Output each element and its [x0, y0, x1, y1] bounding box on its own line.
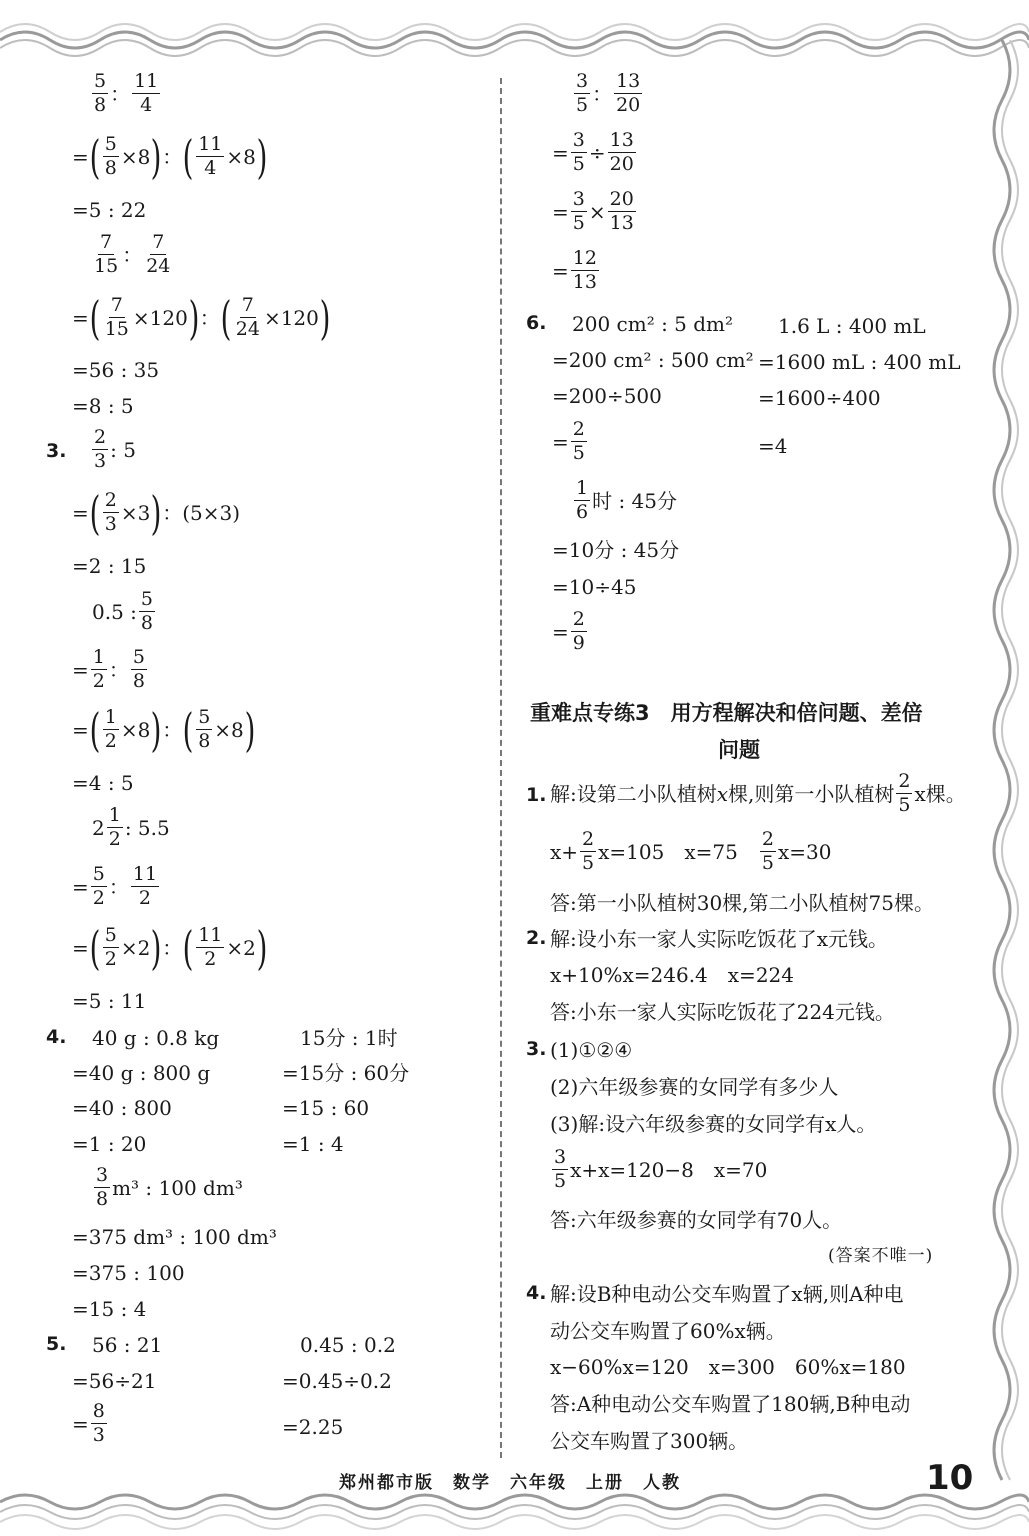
answer-line: 答:A种电动公交车购置了180辆,B种电动 — [550, 1392, 911, 1416]
answer-note: (答案不唯一) — [828, 1246, 934, 1266]
top-wavy-border — [0, 18, 1029, 58]
answer-line: (2)六年级参赛的女同学有多少人 — [550, 1075, 839, 1099]
eq-line: =2 : 15 — [72, 554, 147, 578]
bottom-wavy-border — [0, 1488, 1029, 1536]
question-number: 2. — [526, 927, 547, 949]
answer-line: 答:六年级参赛的女同学有70人。 — [550, 1208, 843, 1232]
eq-line: =4 — [758, 434, 788, 458]
eq-line: = ( $\frac{1}{2}$ ×8 ) ： ( $\frac{5}{8}$ ×8 ) — [72, 703, 256, 757]
eq-line: =10÷45 — [552, 575, 637, 599]
eq-line: =8 : 5 — [72, 394, 134, 418]
eq-line: =40 g : 800 g — [72, 1061, 211, 1085]
eq-line: =4 : 5 — [72, 771, 134, 795]
section-heading-cont: 问题 — [718, 738, 760, 762]
question-number: 3. — [46, 440, 67, 462]
answer-line: 动公交车购置了60%x辆。 — [550, 1319, 786, 1343]
eq-line: = $\frac{12}{13}$ — [552, 247, 597, 293]
eq-line: =1 : 4 — [282, 1132, 344, 1156]
eq-line: =56 : 35 — [72, 358, 160, 382]
eq-line: =56÷21 — [72, 1369, 157, 1393]
eq-line: =200÷500 — [552, 384, 662, 408]
answer-line: 答:小东一家人实际吃饭花了224元钱。 — [550, 1000, 895, 1024]
eq-line: $\frac{3}{8}$ m³ : 100 dm³ — [96, 1164, 243, 1210]
eq-line: = ( $\frac{7}{15}$ ×120 ) ： ( $\frac{7}{24}$ ×120 ) — [72, 291, 331, 345]
eq-line: = $\frac{5}{2}$ ： $\frac{11}{2}$ — [72, 863, 158, 909]
eq-line: =200 cm² : 500 cm² — [552, 348, 754, 372]
eq-line: 200 cm² : 5 dm² — [572, 312, 734, 336]
eq-line: $\frac{3}{5}$ ： $\frac{13}{20}$ — [576, 70, 641, 116]
eq-line: $\frac{5}{8}$ ： $\frac{11}{4}$ — [94, 70, 159, 116]
eq-line: =0.45÷0.2 — [282, 1369, 392, 1393]
eq-line: $\frac{7}{15}$ ： $\frac{7}{24}$ — [94, 231, 171, 277]
eq-line: 2 $\frac{1}{2}$ : 5.5 — [92, 804, 170, 850]
eq-line: = ( $\frac{2}{3}$ ×3 ) ：(5×3) — [72, 486, 241, 540]
eq-line: 1.6 L : 400 mL — [778, 314, 926, 338]
eq-line: =15分 : 60分 — [282, 1061, 410, 1085]
eq-line: 56 : 21 — [92, 1333, 163, 1357]
eq-line: =15 : 60 — [282, 1096, 370, 1120]
question-number: 5. — [46, 1333, 67, 1355]
question-number: 3. — [526, 1038, 547, 1060]
eq-line: 0.45 : 0.2 — [300, 1333, 396, 1357]
eq-line: 0.5 : $\frac{5}{8}$ — [92, 588, 153, 634]
eq-line: =40 : 800 — [72, 1096, 172, 1120]
eq-line: =1600÷400 — [758, 386, 881, 410]
column-divider — [500, 78, 502, 1458]
eq-line: = $\frac{2}{5}$ — [552, 418, 585, 464]
eq-line: =375 dm³ : 100 dm³ — [72, 1225, 277, 1249]
eq-line: = $\frac{1}{2}$ ： $\frac{5}{8}$ — [72, 646, 145, 692]
answer-line: x+10%x=246.4 x=224 — [550, 963, 794, 987]
right-wavy-border — [982, 40, 1022, 1500]
answer-line: 解:设第二小队植树 x 棵,则第一小队植树 $\frac{2}{5}$ x棵。 — [550, 770, 966, 816]
question-number: 6. — [526, 312, 547, 334]
question-number: 1. — [526, 784, 547, 806]
eq-line: =5 : 22 — [72, 198, 147, 222]
eq-line: =2.25 — [282, 1415, 344, 1439]
eq-line: =1600 mL : 400 mL — [758, 350, 961, 374]
question-number: 4. — [46, 1026, 67, 1048]
eq-line: =1 : 20 — [72, 1132, 147, 1156]
eq-line: = $\frac{3}{5}$ × $\frac{20}{13}$ — [552, 188, 634, 234]
answer-line: 解:设小东一家人实际吃饭花了x元钱。 — [550, 927, 889, 951]
answer-line: $\frac{3}{5}$ x+x=120−8 x=70 — [554, 1146, 768, 1192]
page-number: 10 — [926, 1458, 974, 1498]
answer-line: x−60%x=120 x=300 60%x=180 — [550, 1355, 906, 1379]
answer-line: 公交车购置了300辆。 — [550, 1429, 749, 1453]
eq-line: =15 : 4 — [72, 1297, 147, 1321]
answer-line: (1)①②④ — [550, 1038, 633, 1062]
eq-line: $\frac{2}{3}$ : 5 — [94, 426, 136, 472]
eq-line: 15分 : 1时 — [300, 1026, 398, 1050]
eq-line: 40 g : 0.8 kg — [92, 1026, 220, 1050]
answer-line: (3)解:设六年级参赛的女同学有x人。 — [550, 1112, 877, 1136]
answer-line: 答:第一小队植树30棵,第二小队植树75棵。 — [550, 891, 934, 915]
eq-line: = $\frac{8}{3}$ — [72, 1400, 105, 1446]
eq-line: = ( $\frac{5}{8}$ ×8 ) ： ( $\frac{11}{4}$ ×8 ) — [72, 130, 268, 184]
eq-line: =10分 : 45分 — [552, 538, 680, 562]
eq-line: = $\frac{2}{9}$ — [552, 608, 585, 654]
eq-line: =375 : 100 — [72, 1261, 185, 1285]
section-heading: 重难点专练3 用方程解决和倍问题、差倍 — [530, 701, 923, 725]
answer-line: 解:设B种电动公交车购置了x辆,则A种电 — [550, 1282, 904, 1306]
eq-line: = $\frac{3}{5}$ ÷ $\frac{13}{20}$ — [552, 129, 634, 175]
question-number: 4. — [526, 1282, 547, 1304]
eq-line: = ( $\frac{5}{2}$ ×2 ) ： ( $\frac{11}{2}$ ×2 ) — [72, 921, 268, 975]
answer-line: x+ $\frac{2}{5}$ x=105 x=75 $\frac{2}{5}$ x=30 — [550, 828, 832, 874]
footer-edition: 郑州都市版 数学 六年级 上册 人教 — [339, 1473, 681, 1493]
eq-line: =5 : 11 — [72, 989, 147, 1013]
eq-line: $\frac{1}{6}$ 时 : 45分 — [576, 477, 677, 523]
